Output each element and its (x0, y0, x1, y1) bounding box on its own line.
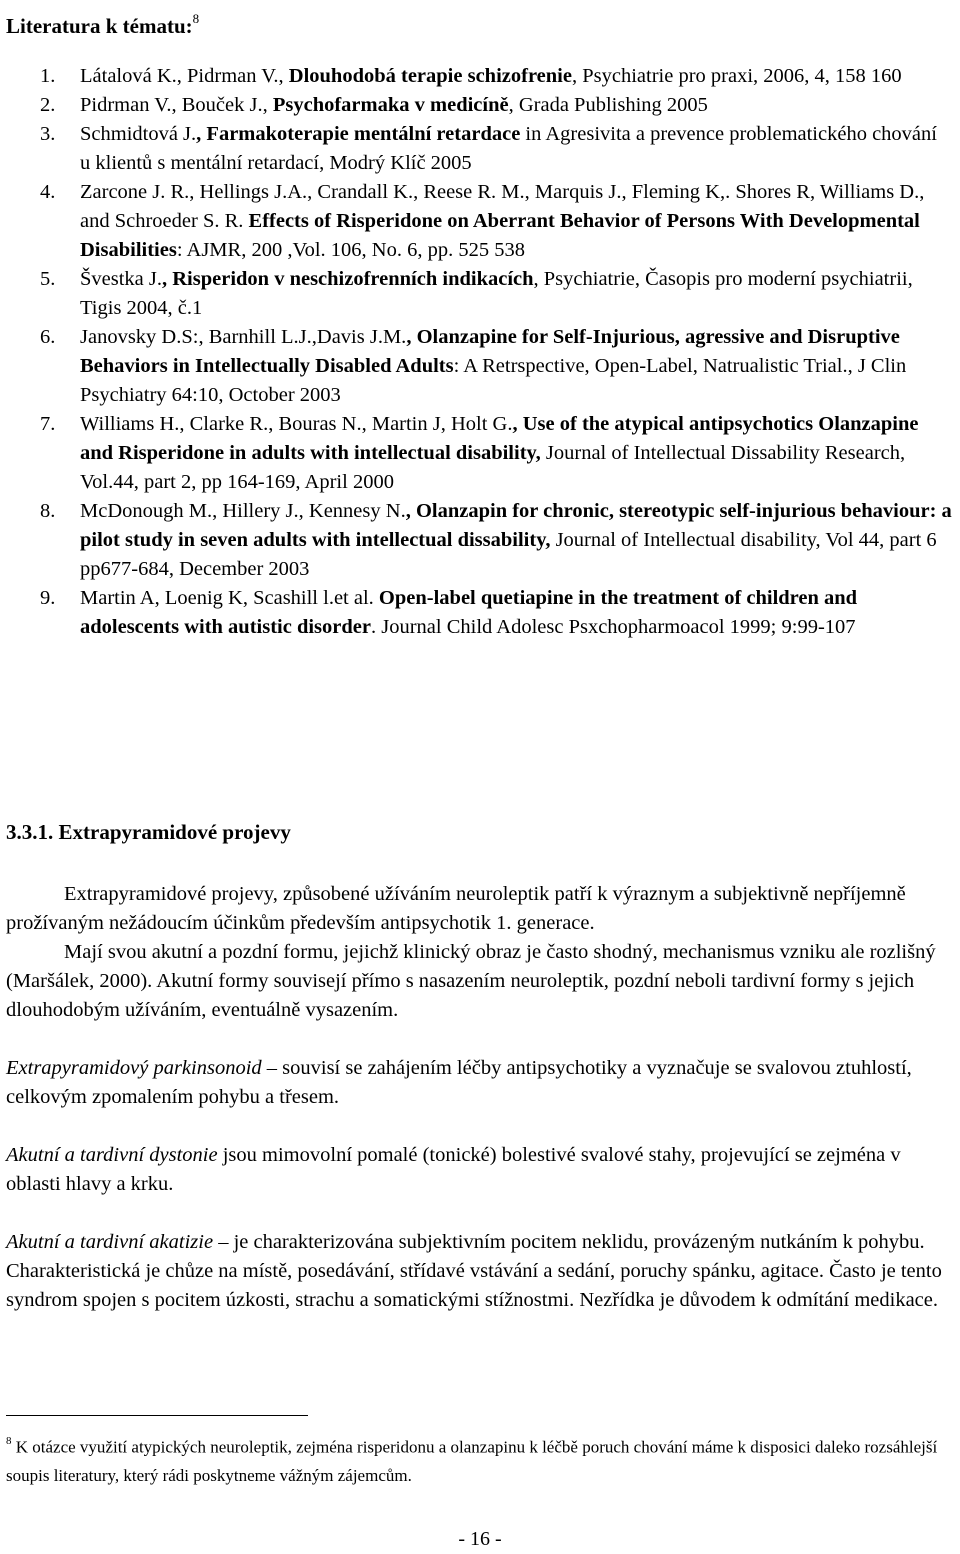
reference-number: 6. (40, 326, 56, 348)
reference-text: Journal of Intellectual disability, Vol 44, part 6 pp677-684, December 2003 (80, 529, 937, 580)
term-parkinsonoid: Extrapyramidový parkinsonoid (6, 1057, 262, 1079)
paragraph-forms: Mají svou akutní a pozdní formu, jejichž klinický obraz je často shodný, mechanismus vzniku ale rozlišný (Maršálek, 2000). Akutní formy souvisejí přímo s nasazením neuroleptik, pozdní neboli tardivní formy s jejich dlouhodobým užíváním, eventuálně vysazením. (6, 941, 936, 1021)
reference-text: in Agresivita a prevence problematického chování u klientů s mentální retardací, Modrý Klíč 2005 (80, 123, 937, 174)
reference-number: 2. (40, 94, 56, 116)
reference-text: . Journal Child Adolesc Psxchopharmoacol 1999; 9:99-107 (370, 616, 856, 638)
footnote-reference-mark: 8 (192, 11, 200, 26)
footnote-divider (6, 1415, 308, 1416)
paragraph-dystonie (6, 1141, 951, 1199)
reference-text: McDonough M., Hillery J., Kennesy N. (80, 500, 406, 522)
reference-item (0, 584, 952, 642)
paragraph-parkinsonoid (6, 1054, 951, 1112)
text-dystonie: jsou mimovolní pomalé (tonické) bolestivé svalové stahy, projevující se zejména v oblasti hlavy a krku. (6, 1144, 901, 1195)
reference-text: , Grada Publishing 2005 (508, 94, 708, 116)
reference-title: , Farmakoterapie mentální retardace (196, 123, 521, 145)
reference-item (0, 323, 952, 410)
reference-text: , Psychiatrie pro praxi, 2006, 4, 158 160 (571, 65, 902, 87)
reference-item (0, 497, 952, 584)
term-dystonie: Akutní a tardivní dystonie (6, 1144, 218, 1166)
reference-text: Látalová K., Pidrman V., (80, 65, 289, 87)
reference-text: Pidrman V., Bouček J., (80, 94, 273, 116)
reference-number: 4. (40, 181, 56, 203)
reference-text: , Psychiatrie, Časopis pro moderní psychiatrii, Tigis 2004, č.1 (80, 268, 913, 319)
reference-text: Schmidtová J. (80, 123, 197, 145)
reference-number: 5. (40, 268, 56, 290)
reference-text: Martin A, Loenig K, Scashill l.et al. (80, 587, 379, 609)
reference-item (0, 120, 952, 178)
literature-heading-text: Literatura k tématu: (6, 14, 193, 38)
reference-title: Effects of Risperidone on Aberrant Behavior of Persons With Developmental Disabilities (80, 210, 920, 261)
reference-title: , Risperidon v neschizofrenních indikacích (162, 268, 534, 290)
reference-item (0, 178, 952, 265)
reference-text: : AJMR, 200 ,Vol. 106, No. 6, pp. 525 538 (176, 239, 525, 261)
page-number: - 16 - (458, 1528, 502, 1550)
term-akatizie: Akutní a tardivní akatizie (6, 1231, 214, 1253)
reference-text: Janovsky D.S:, Barnhill L.J.,Davis J.M. (80, 326, 407, 348)
footnote-mark: 8 (6, 1435, 12, 1447)
reference-text: Journal of Intellectual Dissability Research, Vol.44, part 2, pp 164-169, April 2000 (80, 442, 906, 493)
section-title: 3.3.1. Extrapyramidové projevy (6, 820, 291, 844)
text-akatizie: – je charakterizována subjektivním pocitem neklidu, provázeným nutkáním k pohybu. Charakteristická je chůze na místě, posedávání, střídavé vstávání a sedání, poruchy spánku, agitace. Často je tento syndrom spojen s pocitem úzkosti, strachu a somatickými stížnostmi. Nezřídka je důvodem k odmítání medikace. (6, 1231, 942, 1311)
reference-item (0, 62, 952, 91)
reference-number: 1. (40, 65, 56, 87)
reference-title: , Olanzapine for Self-Injurious, agressive and Disruptive Behaviors in Intellectually Disabled Adults (80, 326, 900, 377)
footnote-text: K otázce využití atypických neuroleptik, zejména risperidonu a olanzapinu k léčbě poruch chování máme k disposici daleko rozsáhlejší soupis literatury, který rádi poskytneme vážným zájemcům. (6, 1437, 938, 1485)
reference-text: : A Retrspective, Open-Label, Natrualistic Trial., J Clin Psychiatry 64:10, October 2003 (80, 355, 907, 406)
paragraph-akatizie (6, 1228, 951, 1315)
reference-text: Williams H., Clarke R., Bouras N., Martin J, Holt G. (80, 413, 513, 435)
reference-title: , Olanzapin for chronic, stereotypic self-injurious behaviour: a pilot study in seven adults with intellectual dissability, (80, 500, 952, 551)
reference-number: 9. (40, 587, 56, 609)
reference-text: Švestka J. (80, 268, 162, 290)
reference-number: 3. (40, 123, 56, 145)
text-parkinsonoid: – souvisí se zahájením léčby antipsychotiky a vyznačuje se svalovou ztuhlostí, celkovým zpomalením pohybu a třesem. (6, 1057, 912, 1108)
reference-title: , Use of the atypical antipsychotics Olanzapine and Risperidone in adults with intellectual disability, (80, 413, 919, 464)
reference-title: Psychofarmaka v medicíně (272, 94, 509, 116)
reference-text: Zarcone J. R., Hellings J.A., Crandall K., Reese R. M., Marquis J., Fleming K,. Shores R, Williams D., and Schroeder S. R. (80, 181, 925, 232)
reference-number: 7. (40, 413, 56, 435)
reference-item (0, 410, 952, 497)
body-text (6, 880, 951, 1315)
reference-item (0, 91, 952, 120)
literature-heading (6, 6, 199, 41)
reference-item (0, 265, 952, 323)
footnote (6, 1429, 951, 1490)
reference-number: 8. (40, 500, 56, 522)
reference-title: Dlouhodobá terapie schizofrenie (288, 65, 572, 87)
reference-title: Open-label quetiapine in the treatment of children and adolescents with autistic disorder (80, 587, 858, 638)
paragraph-intro: Extrapyramidové projevy, způsobené užíváním neuroleptik patří k výraznym a subjektivně nepříjemně prožívaným nežádoucím účinkům především antipsychotik 1. generace. (6, 883, 906, 934)
reference-list (0, 62, 952, 642)
